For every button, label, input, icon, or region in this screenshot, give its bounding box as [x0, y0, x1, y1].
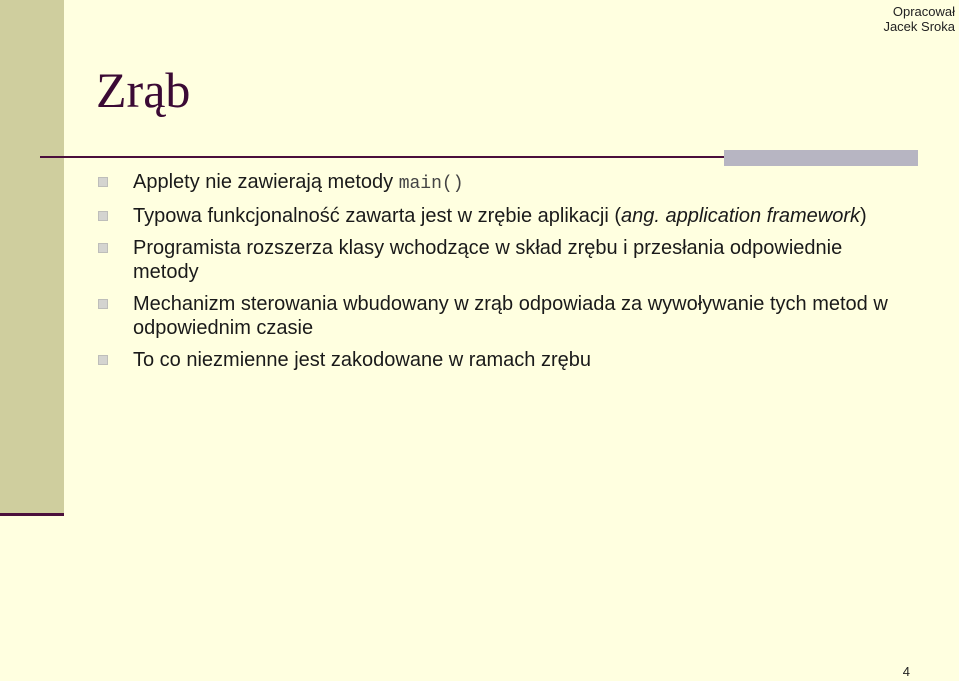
code-snippet: main()	[398, 174, 464, 194]
square-bullet-icon	[98, 211, 108, 221]
author-credit-line-1: Opracował	[892, 4, 955, 19]
page-number: 4	[902, 664, 910, 679]
left-decorative-band	[0, 0, 64, 515]
bullet-list	[98, 170, 898, 380]
bullet-text: Typowa funkcjonalność zawarta jest w zrębie aplikacji (	[133, 205, 621, 227]
bullet-text: Programista rozszerza klasy wchodzące w skład zrębu i przesłania odpowiednie metody	[133, 237, 843, 283]
bullet-item	[98, 204, 898, 228]
author-credit	[883, 4, 955, 34]
author-credit-line-2: Jacek Sroka	[883, 19, 955, 34]
square-bullet-icon	[98, 299, 108, 309]
bullet-text: Applety nie zawierają metody	[133, 171, 399, 193]
slide-title: Zrąb	[96, 62, 191, 118]
bullet-item	[98, 170, 898, 196]
title-divider-accent	[724, 150, 918, 166]
bullet-emphasis: ang. application framework	[621, 205, 861, 227]
left-band-underline	[0, 513, 64, 516]
square-bullet-icon	[98, 355, 108, 365]
bullet-item	[98, 348, 898, 372]
bullet-text-end: )	[860, 205, 867, 227]
bullet-text: To co niezmienne jest zakodowane w ramach zrębu	[133, 349, 592, 371]
bullet-item	[98, 236, 898, 284]
bullet-text: Mechanizm sterowania wbudowany w zrąb odpowiada za wywoływanie tych metod w odpowiednim czasie	[133, 293, 888, 339]
square-bullet-icon	[98, 243, 108, 253]
square-bullet-icon	[98, 177, 108, 187]
bullet-item	[98, 292, 898, 340]
